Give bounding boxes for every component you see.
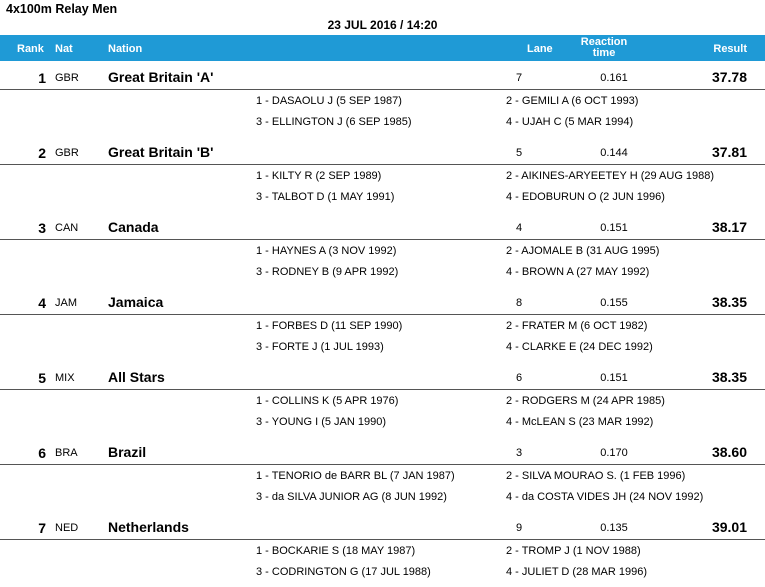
nat-code: MIX: [55, 372, 75, 384]
team-member: 3 - YOUNG I (5 JAN 1990): [256, 416, 387, 428]
team-member: 1 - FORBES D (11 SEP 1990): [256, 320, 403, 332]
rank: 1: [38, 70, 46, 86]
lane: 5: [515, 147, 523, 159]
team-member: 1 - KILTY R (2 SEP 1989): [256, 170, 382, 182]
team-member: 2 - SILVA MOURAO S. (1 FEB 1996): [506, 470, 686, 482]
event-datetime: 23 JUL 2016 / 14:20: [327, 18, 438, 32]
rank: 2: [38, 145, 46, 161]
team-member: 1 - BOCKARIE S (18 MAY 1987): [256, 545, 416, 557]
team-member: 4 - CLARKE E (24 DEC 1992): [506, 341, 653, 353]
result-time: 38.35: [711, 369, 747, 385]
row-divider: [0, 314, 765, 315]
lane: 6: [515, 372, 523, 384]
header-nation: Nation: [108, 43, 143, 55]
result-time: 39.01: [711, 519, 747, 535]
result-row: [0, 362, 765, 437]
team-member: 3 - ELLINGTON J (6 SEP 1985): [256, 116, 412, 128]
header-nat: Nat: [55, 43, 73, 55]
lane: 9: [515, 522, 523, 534]
nat-code: JAM: [55, 297, 77, 309]
result-row: [0, 212, 765, 287]
team-member: 3 - RODNEY B (9 APR 1992): [256, 266, 399, 278]
nat-code: CAN: [55, 222, 79, 234]
nation-name: Brazil: [108, 444, 147, 460]
nat-code: NED: [55, 522, 79, 534]
row-divider: [0, 539, 765, 540]
team-member: 2 - FRATER M (6 OCT 1982): [506, 320, 648, 332]
team-member: 2 - TROMP J (1 NOV 1988): [506, 545, 641, 557]
team-member: 2 - RODGERS M (24 APR 1985): [506, 395, 665, 407]
nation-name: Netherlands: [108, 519, 189, 535]
team-member: 1 - TENORIO de BARR BL (7 JAN 1987): [256, 470, 455, 482]
team-member: 3 - FORTE J (1 JUL 1993): [256, 341, 384, 353]
result-row: [0, 137, 765, 212]
header-reaction-line1: Reaction: [580, 36, 628, 48]
nat-code: GBR: [55, 72, 79, 84]
nat-code: GBR: [55, 147, 79, 159]
reaction-time: 0.151: [600, 222, 628, 234]
team-member: 1 - COLLINS K (5 APR 1976): [256, 395, 399, 407]
nation-name: All Stars: [108, 369, 165, 385]
lane: 7: [515, 72, 523, 84]
result-time: 37.78: [711, 69, 747, 85]
rank: 6: [38, 445, 46, 461]
result-time: 38.60: [711, 444, 747, 460]
nation-name: Jamaica: [108, 294, 164, 310]
header-reaction-line2: time: [592, 47, 616, 59]
rank: 3: [38, 220, 46, 236]
rank: 5: [38, 370, 46, 386]
result-time: 38.17: [711, 219, 747, 235]
team-member: 2 - GEMILI A (6 OCT 1993): [506, 95, 639, 107]
team-member: 1 - HAYNES A (3 NOV 1992): [256, 245, 397, 257]
header-lane: Lane: [527, 43, 553, 55]
row-divider: [0, 389, 765, 390]
team-member: 2 - AJOMALE B (31 AUG 1995): [506, 245, 660, 257]
lane: 8: [515, 297, 523, 309]
team-member: 3 - CODRINGTON G (17 JUL 1988): [256, 566, 431, 578]
result-time: 37.81: [711, 144, 747, 160]
result-row: [0, 287, 765, 362]
result-row: [0, 437, 765, 512]
header-result: Result: [713, 43, 747, 55]
nation-name: Great Britain 'A': [108, 69, 214, 85]
result-time: 38.35: [711, 294, 747, 310]
nation-name: Canada: [108, 219, 159, 235]
header-rank: Rank: [17, 43, 44, 55]
row-divider: [0, 164, 765, 165]
reaction-time: 0.135: [600, 522, 628, 534]
lane: 4: [515, 222, 523, 234]
event-title: 4x100m Relay Men: [6, 2, 118, 16]
rank: 7: [38, 520, 46, 536]
reaction-time: 0.151: [600, 372, 628, 384]
row-divider: [0, 464, 765, 465]
nation-name: Great Britain 'B': [108, 144, 214, 160]
result-row: [0, 512, 765, 587]
team-member: 4 - EDOBURUN O (2 JUN 1996): [506, 191, 665, 203]
header-reaction-time: [570, 37, 638, 59]
team-member: 3 - da SILVA JUNIOR AG (8 JUN 1992): [256, 491, 447, 503]
team-member: 4 - JULIET D (28 MAR 1996): [506, 566, 648, 578]
team-member: 4 - BROWN A (27 MAY 1992): [506, 266, 650, 278]
reaction-time: 0.155: [600, 297, 628, 309]
reaction-time: 0.170: [600, 447, 628, 459]
row-divider: [0, 89, 765, 90]
reaction-time: 0.144: [600, 147, 628, 159]
result-row: [0, 62, 765, 137]
team-member: 1 - DASAOLU J (5 SEP 1987): [256, 95, 402, 107]
row-divider: [0, 239, 765, 240]
team-member: 4 - UJAH C (5 MAR 1994): [506, 116, 634, 128]
results-header: [0, 35, 765, 61]
team-member: 4 - McLEAN S (23 MAR 1992): [506, 416, 654, 428]
reaction-time: 0.161: [600, 72, 628, 84]
rank: 4: [38, 295, 46, 311]
lane: 3: [515, 447, 523, 459]
team-member: 3 - TALBOT D (1 MAY 1991): [256, 191, 395, 203]
nat-code: BRA: [55, 447, 78, 459]
team-member: 4 - da COSTA VIDES JH (24 NOV 1992): [506, 491, 704, 503]
team-member: 2 - AIKINES-ARYEETEY H (29 AUG 1988): [506, 170, 715, 182]
